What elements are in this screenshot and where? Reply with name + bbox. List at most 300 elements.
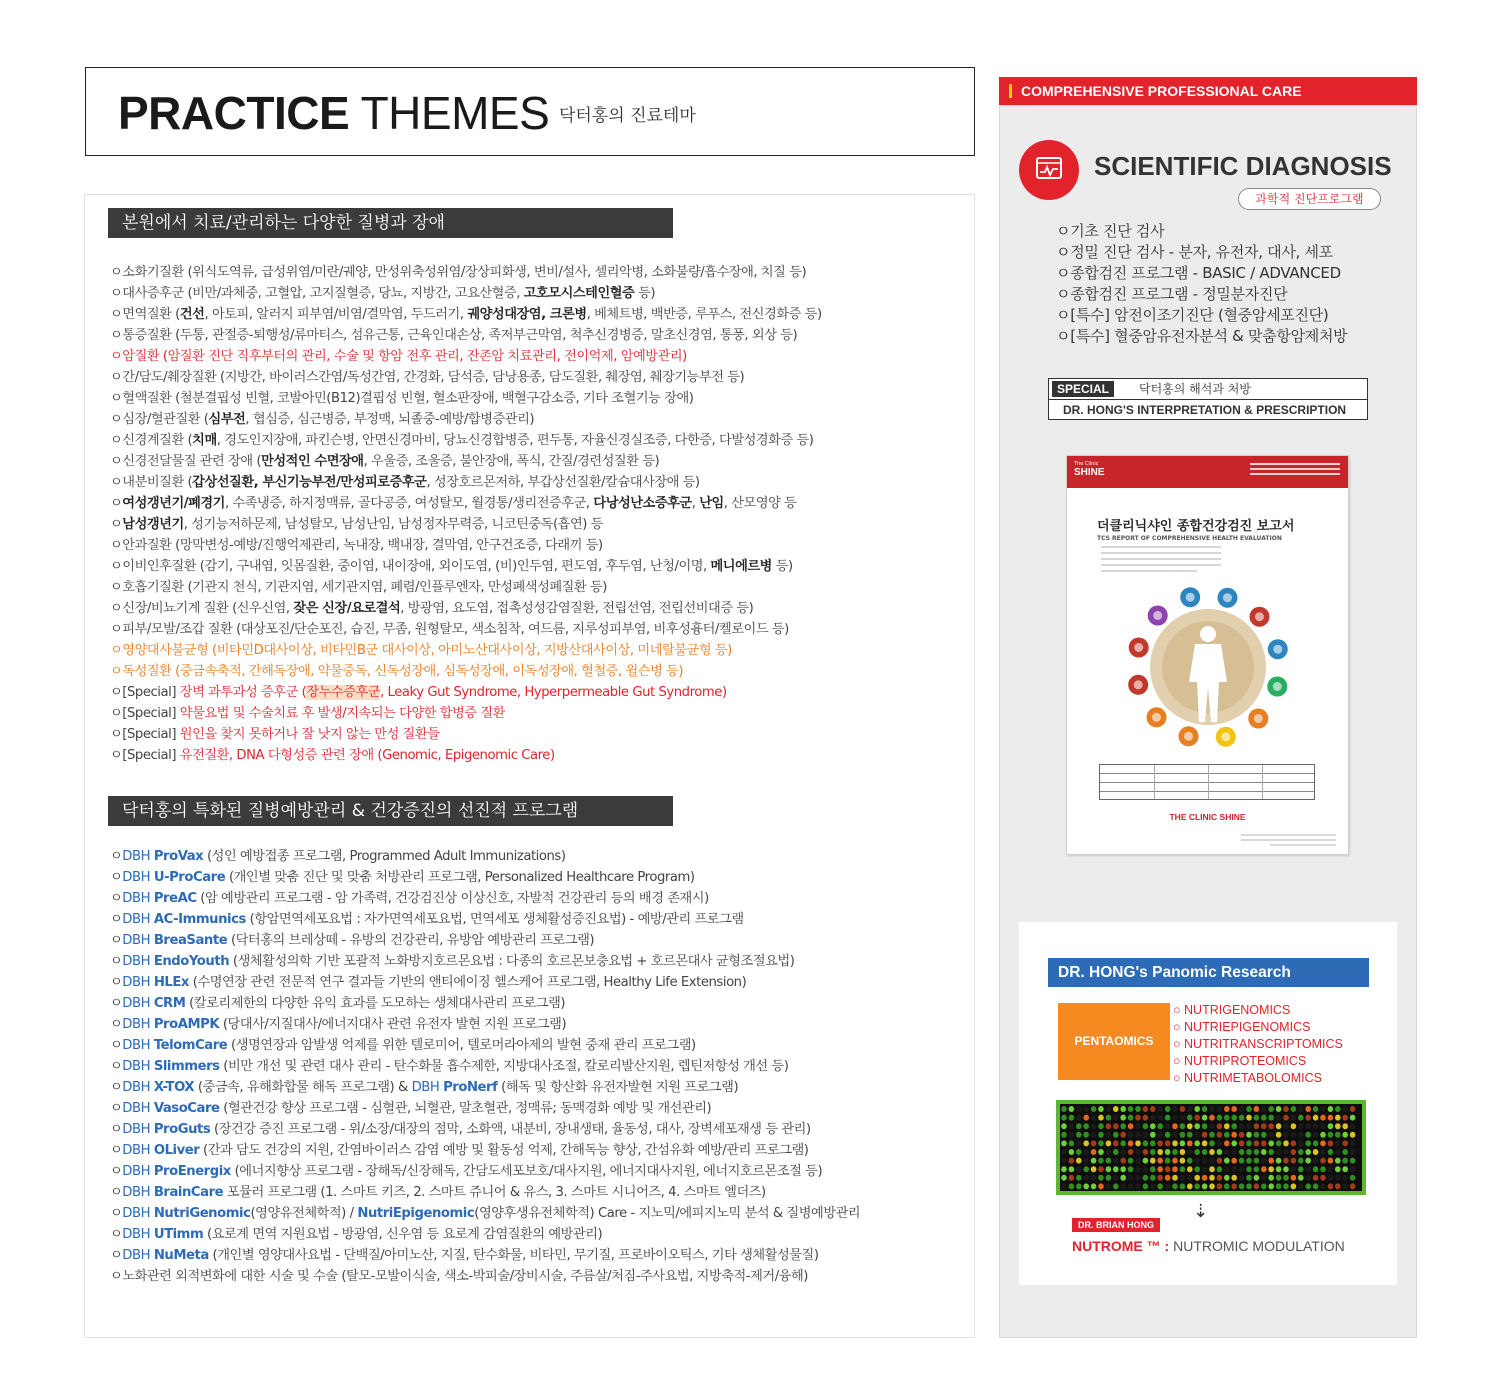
- microarray-spot: [1194, 1175, 1200, 1181]
- diagnosis-title: SCIENTIFIC DIAGNOSIS: [1094, 151, 1392, 181]
- microarray-spot: [1091, 1115, 1097, 1121]
- microarray-spot: [1313, 1166, 1319, 1172]
- microarray-spot: [1231, 1149, 1237, 1155]
- microarray-spot: [1328, 1158, 1334, 1164]
- microarray-spot: [1098, 1166, 1104, 1172]
- microarray-spot: [1217, 1166, 1223, 1172]
- microarray-spot: [1298, 1149, 1304, 1155]
- microarray-spot: [1231, 1166, 1237, 1172]
- microarray-spot: [1335, 1158, 1341, 1164]
- microarray-spot: [1209, 1158, 1215, 1164]
- microarray-spot: [1113, 1166, 1119, 1172]
- microarray-spot: [1113, 1183, 1119, 1189]
- list-item: ㅇ[Special] 장벽 과투과성 증후군 (장누수증후군, Leaky Gut Syndrome, Hyperpermeable Gut Syndrome): [110, 685, 727, 700]
- microarray-spot: [1224, 1166, 1230, 1172]
- microarray-spot: [1224, 1175, 1230, 1181]
- microarray-spot: [1268, 1166, 1274, 1172]
- microarray-spot: [1268, 1123, 1274, 1129]
- microarray-spot: [1298, 1115, 1304, 1121]
- microarray-spot: [1180, 1183, 1186, 1189]
- microarray-spot: [1069, 1166, 1075, 1172]
- microarray-spot: [1120, 1158, 1126, 1164]
- microarray-spot: [1157, 1166, 1163, 1172]
- microarray-spot: [1120, 1106, 1126, 1112]
- list-item: ㅇ간/담도/췌장질환 (지방간, 바이러스간염/독성간염, 간경화, 담석증, 담낭용종, 담도질환, 췌장염, 췌장기능부전 등): [110, 370, 745, 385]
- list-item: ㅇ암질환 (암질환 진단 직후부터의 관리, 수술 및 항암 전후 관리, 잔존암 치료관리, 전이억제, 암예방관리): [110, 349, 687, 364]
- microarray-spot: [1268, 1106, 1274, 1112]
- microarray-spot: [1231, 1132, 1237, 1138]
- microarray-spot: [1261, 1166, 1267, 1172]
- microarray-spot: [1135, 1123, 1141, 1129]
- microarray-spot: [1328, 1166, 1334, 1172]
- list-item: ㅇ대사증후군 (비만/과체중, 고혈압, 고지질혈증, 당뇨, 지방간, 고요산혈증, 고호모시스테인혈증 등): [110, 286, 656, 301]
- microarray-spot: [1150, 1123, 1156, 1129]
- microarray-spot: [1209, 1166, 1215, 1172]
- page-subtitle: 닥터홍의 진료테마: [559, 106, 696, 126]
- microarray-spot: [1283, 1158, 1289, 1164]
- list-item: ㅇ통증질환 (두통, 관절증-퇴행성/류마티스, 섬유근통, 근육인대손상, 족저부근막염, 척추신경병증, 말초신경염, 통풍, 외상 등): [110, 328, 798, 343]
- microarray-spot: [1217, 1106, 1223, 1112]
- list-item: ㅇ이비인후질환 (감기, 구내염, 잇몸질환, 중이염, 내이장애, 외이도염, (비)인두염, 편도염, 후두염, 난청/이명, 메니에르병 등): [110, 559, 793, 574]
- microarray-spot: [1106, 1183, 1112, 1189]
- microarray-spot: [1276, 1183, 1282, 1189]
- microarray-spot: [1254, 1132, 1260, 1138]
- microarray-spot: [1106, 1132, 1112, 1138]
- list-item: ㅇDBH VasoCare (혈관건강 향상 프로그램 - 심혈관, 뇌혈관, 말초혈관, 정맥류; 동맥경화 예방 및 개선관리): [110, 1101, 712, 1116]
- microarray-spot: [1120, 1175, 1126, 1181]
- microarray-spot: [1291, 1183, 1297, 1189]
- list-item: ㅇDBH CRM (칼로리제한의 다양한 유익 효과를 도모하는 생체대사관리 프로그램): [110, 996, 566, 1011]
- list-item: ㅇ안과질환 (망막변성-예방/진행억제관리, 녹내장, 백내장, 결막염, 안구건조증, 다래끼 등): [110, 538, 603, 553]
- microarray-spot: [1342, 1132, 1348, 1138]
- list-item: ㅇ피부/모발/조갑 질환 (대상포진/단순포진, 습진, 무좀, 원형탈모, 색소침착, 여드름, 지루성피부염, 비후성흉터/켈로이드 등): [110, 622, 789, 637]
- microarray-spot: [1150, 1158, 1156, 1164]
- microarray-spot: [1217, 1149, 1223, 1155]
- microarray-spot: [1180, 1115, 1186, 1121]
- microarray-spot: [1083, 1123, 1089, 1129]
- microarray-spot: [1217, 1158, 1223, 1164]
- microarray-spot: [1172, 1149, 1178, 1155]
- microarray-spot: [1335, 1166, 1341, 1172]
- microarray-spot: [1157, 1175, 1163, 1181]
- microarray-spot: [1254, 1158, 1260, 1164]
- page-title-box: [85, 67, 975, 156]
- microarray-spot: [1091, 1166, 1097, 1172]
- microarray-spot: [1172, 1166, 1178, 1172]
- list-item: ㅇ남성갱년기, 성기능저하문제, 남성탈모, 남성난임, 남성정자무력증, 니코틴중독(흡연) 등: [110, 517, 603, 532]
- list-item: ㅇDBH OLiver (간과 담도 건강의 지원, 간염바이러스 감염 예방 및 활동성 억제, 간해독능 향상, 간섬유화 예방/관리 프로그램): [110, 1143, 809, 1158]
- microarray-spot: [1083, 1132, 1089, 1138]
- microarray-spot: [1209, 1183, 1215, 1189]
- microarray-spot: [1328, 1183, 1334, 1189]
- disease-list: [110, 262, 970, 766]
- list-item: ㅇ노화관련 외적변화에 대한 시술 및 수술 (탈모-모발이식술, 색소-박피술/장비시술, 주름살/처짐-주사요법, 지방축적-제거/융해): [110, 1269, 808, 1284]
- list-item: ㅇDBH Slimmers (비만 개선 및 관련 대사 관리 - 탄수화물 흡수제한, 지방대사조절, 칼로리발산지원, 렙틴저항성 개선 등): [110, 1059, 789, 1074]
- organ-icon-highlight: [1273, 682, 1282, 691]
- list-item: ㅇDBH ProVax (성인 예방접종 프로그램, Programmed Adult Immunizations): [110, 849, 566, 864]
- list-item: ㅇ[Special] 원인을 찾지 못하거나 잘 낫지 않는 만성 질환들: [110, 727, 440, 742]
- microarray-spot: [1209, 1149, 1215, 1155]
- microarray-spot: [1091, 1106, 1097, 1112]
- microarray-spot: [1187, 1175, 1193, 1181]
- microarray-spot: [1291, 1175, 1297, 1181]
- microarray-spot: [1165, 1115, 1171, 1121]
- microarray-spot: [1305, 1106, 1311, 1112]
- report-bullets: [1101, 546, 1221, 576]
- microarray-spot: [1328, 1106, 1334, 1112]
- microarray-spot: [1320, 1115, 1326, 1121]
- diagnosis-item: ㅇ종합검진 프로그램 - 정밀분자진단: [1056, 285, 1288, 303]
- microarray-spot: [1246, 1132, 1252, 1138]
- microarray-spot: [1076, 1115, 1082, 1121]
- microarray-spot: [1187, 1106, 1193, 1112]
- microarray-spot: [1083, 1175, 1089, 1181]
- microarray-spot: [1194, 1123, 1200, 1129]
- microarray-spot: [1350, 1106, 1356, 1112]
- microarray-spot: [1246, 1106, 1252, 1112]
- microarray-spot: [1313, 1175, 1319, 1181]
- microarray-spot: [1061, 1166, 1067, 1172]
- microarray-spot: [1239, 1175, 1245, 1181]
- microarray-spot: [1106, 1140, 1112, 1146]
- microarray-spot: [1076, 1166, 1082, 1172]
- microarray-spot: [1069, 1149, 1075, 1155]
- microarray-spot: [1113, 1158, 1119, 1164]
- microarray-spot: [1320, 1149, 1326, 1155]
- microarray-spot: [1283, 1166, 1289, 1172]
- microarray-spot: [1224, 1106, 1230, 1112]
- microarray-spot: [1254, 1106, 1260, 1112]
- microarray-spot: [1135, 1140, 1141, 1146]
- microarray-spot: [1150, 1175, 1156, 1181]
- omics-item: ○ NUTRIGENOMICS: [1173, 1002, 1343, 1019]
- microarray-spot: [1305, 1140, 1311, 1146]
- microarray-spot: [1254, 1149, 1260, 1155]
- microarray-spot: [1091, 1158, 1097, 1164]
- microarray-spot: [1268, 1149, 1274, 1155]
- microarray-spot: [1209, 1115, 1215, 1121]
- microarray-spot: [1128, 1166, 1134, 1172]
- list-item: ㅇDBH TelomCare (생명연장과 암발생 억제를 위한 텔로미어, 텔로머라아제의 발현 중재 관리 프로그램): [110, 1038, 696, 1053]
- microarray-spot: [1350, 1140, 1356, 1146]
- microarray-spot: [1106, 1175, 1112, 1181]
- microarray-spot: [1128, 1106, 1134, 1112]
- list-item: ㅇDBH HLEx (수명연장 관련 전문적 연구 결과들 기반의 앤티에이징 헬스케어 프로그램, Healthy Life Extension): [110, 975, 747, 990]
- microarray-spot: [1113, 1140, 1119, 1146]
- microarray-spot: [1231, 1106, 1237, 1112]
- section-title-programs: 닥터홍의 특화된 질병예방관리 & 건강증진의 선진적 프로그램: [108, 796, 673, 826]
- author-tag: DR. BRIAN HONG: [1072, 1218, 1160, 1232]
- microarray-spot: [1150, 1149, 1156, 1155]
- microarray-spot: [1180, 1166, 1186, 1172]
- microarray-spot: [1217, 1140, 1223, 1146]
- list-item: ㅇ[Special] 유전질환, DNA 다형성증 관련 장애 (Genomic, Epigenomic Care): [110, 748, 555, 763]
- microarray-spot: [1254, 1175, 1260, 1181]
- diagnosis-item: ㅇ정밀 진단 검사 - 분자, 유전자, 대사, 세포: [1056, 243, 1333, 261]
- microarray-spot: [1113, 1175, 1119, 1181]
- microarray-spot: [1098, 1106, 1104, 1112]
- microarray-spot: [1172, 1115, 1178, 1121]
- microarray-spot: [1305, 1183, 1311, 1189]
- microarray-spot: [1187, 1123, 1193, 1129]
- microarray-spot: [1246, 1175, 1252, 1181]
- panomic-research-box: [1019, 922, 1397, 1285]
- microarray-spot: [1209, 1123, 1215, 1129]
- nutrome-label: NUTROME ™ : NUTROMIC MODULATION: [1072, 1238, 1345, 1254]
- microarray-spot: [1305, 1158, 1311, 1164]
- omics-list: [1173, 1002, 1343, 1087]
- microarray-spot: [1172, 1132, 1178, 1138]
- microarray-spot: [1106, 1106, 1112, 1112]
- list-item: ㅇ신경계질환 (치매, 경도인지장애, 파킨슨병, 안면신경마비, 당뇨신경합병증, 편두통, 자율신경실조증, 다한증, 다발성경화증 등): [110, 433, 814, 448]
- microarray-spot: [1143, 1175, 1149, 1181]
- omics-item: ○ NUTRIPROTEOMICS: [1173, 1053, 1343, 1070]
- microarray-spot: [1268, 1115, 1274, 1121]
- organ-icon-highlight: [1221, 732, 1230, 741]
- organ-icon-highlight: [1153, 611, 1162, 620]
- microarray-spot: [1254, 1115, 1260, 1121]
- microarray-spot: [1276, 1140, 1282, 1146]
- microarray-spot: [1328, 1149, 1334, 1155]
- microarray-spot: [1143, 1115, 1149, 1121]
- microarray-spot: [1209, 1106, 1215, 1112]
- list-item: ㅇ심장/혈관질환 (심부전, 협심증, 심근병증, 부정맥, 뇌졸중-예방/합병증관리): [110, 412, 535, 427]
- microarray-spot: [1120, 1123, 1126, 1129]
- microarray-spot: [1083, 1106, 1089, 1112]
- organ-icon-highlight: [1152, 713, 1161, 722]
- microarray-spot: [1224, 1132, 1230, 1138]
- microarray-spot: [1069, 1158, 1075, 1164]
- microarray-spot: [1091, 1132, 1097, 1138]
- microarray-spot: [1246, 1140, 1252, 1146]
- microarray-spot: [1194, 1115, 1200, 1121]
- microarray-spot: [1283, 1175, 1289, 1181]
- microarray-spot: [1076, 1175, 1082, 1181]
- list-item: ㅇDBH ProGuts (장건강 증진 프로그램 - 위/소장/대장의 점막, 소화액, 내분비, 장내생태, 율동성, 대사, 장벽세포재생 등 관리): [110, 1122, 811, 1137]
- pentaomics-badge: PENTAOMICS: [1058, 1003, 1170, 1080]
- microarray-spot: [1261, 1106, 1267, 1112]
- microarray-dots: [1060, 1104, 1362, 1191]
- list-item: ㅇ소화기질환 (위식도역류, 급성위염/미란/궤양, 만성위축성위염/장상피화생, 변비/설사, 셀리악병, 소화불량/흡수장애, 치질 등): [110, 265, 807, 280]
- microarray-spot: [1261, 1115, 1267, 1121]
- microarray-spot: [1231, 1183, 1237, 1189]
- diagnosis-item: ㅇ종합검진 프로그램 - BASIC / ADVANCED: [1056, 264, 1341, 282]
- microarray-spot: [1305, 1175, 1311, 1181]
- microarray-spot: [1187, 1183, 1193, 1189]
- microarray-spot: [1128, 1175, 1134, 1181]
- microarray-spot: [1106, 1166, 1112, 1172]
- microarray-spot: [1098, 1158, 1104, 1164]
- report-footer-lines: [1241, 834, 1336, 849]
- microarray-spot: [1135, 1158, 1141, 1164]
- microarray-spot: [1202, 1175, 1208, 1181]
- microarray-spot: [1291, 1106, 1297, 1112]
- microarray-spot: [1113, 1123, 1119, 1129]
- microarray-spot: [1239, 1106, 1245, 1112]
- microarray-spot: [1187, 1149, 1193, 1155]
- microarray-spot: [1224, 1140, 1230, 1146]
- microarray-spot: [1194, 1140, 1200, 1146]
- microarray-spot: [1143, 1132, 1149, 1138]
- microarray-spot: [1350, 1149, 1356, 1155]
- microarray-spot: [1276, 1123, 1282, 1129]
- microarray-spot: [1231, 1115, 1237, 1121]
- microarray-spot: [1328, 1115, 1334, 1121]
- microarray-spot: [1194, 1106, 1200, 1112]
- microarray-image: [1056, 1100, 1366, 1195]
- microarray-spot: [1165, 1175, 1171, 1181]
- microarray-spot: [1165, 1149, 1171, 1155]
- microarray-spot: [1091, 1149, 1097, 1155]
- diagnosis-item: ㅇ[특수] 혈중암유전자분석 & 맞춤항암제처방: [1056, 327, 1348, 345]
- microarray-spot: [1120, 1149, 1126, 1155]
- microarray-spot: [1335, 1132, 1341, 1138]
- list-item: ㅇ호흡기질환 (기관지 천식, 기관지염, 세기관지염, 폐렴/인플루엔자, 만성폐색성폐질환 등): [110, 580, 607, 595]
- microarray-spot: [1246, 1166, 1252, 1172]
- microarray-spot: [1150, 1166, 1156, 1172]
- special-divider: [1049, 399, 1367, 400]
- microarray-spot: [1157, 1123, 1163, 1129]
- list-item: ㅇ면역질환 (건선, 아토피, 알러지 피부염/비염/결막염, 두드러기, 궤양성대장염, 크론병, 베체트병, 백반증, 루푸스, 전신경화증 등): [110, 307, 822, 322]
- microarray-spot: [1150, 1140, 1156, 1146]
- microarray-spot: [1165, 1106, 1171, 1112]
- microarray-spot: [1276, 1132, 1282, 1138]
- diagnosis-item: ㅇ기초 진단 검사: [1056, 222, 1165, 240]
- report-footer: THE CLINIC SHINE: [1169, 812, 1246, 822]
- microarray-spot: [1291, 1166, 1297, 1172]
- section-title-diseases: 본원에서 치료/관리하는 다양한 질병과 장애: [108, 208, 673, 238]
- microarray-spot: [1202, 1115, 1208, 1121]
- microarray-spot: [1305, 1166, 1311, 1172]
- microarray-spot: [1135, 1106, 1141, 1112]
- microarray-spot: [1254, 1183, 1260, 1189]
- microarray-spot: [1313, 1149, 1319, 1155]
- microarray-spot: [1128, 1149, 1134, 1155]
- organ-icon-highlight: [1134, 643, 1143, 652]
- microarray-spot: [1098, 1123, 1104, 1129]
- microarray-spot: [1150, 1106, 1156, 1112]
- microarray-spot: [1305, 1149, 1311, 1155]
- microarray-spot: [1083, 1166, 1089, 1172]
- microarray-spot: [1342, 1149, 1348, 1155]
- microarray-spot: [1224, 1183, 1230, 1189]
- report-cover-image: [1066, 455, 1349, 855]
- microarray-spot: [1165, 1123, 1171, 1129]
- microarray-spot: [1091, 1183, 1097, 1189]
- microarray-spot: [1091, 1123, 1097, 1129]
- microarray-spot: [1350, 1132, 1356, 1138]
- microarray-spot: [1261, 1149, 1267, 1155]
- microarray-spot: [1180, 1149, 1186, 1155]
- microarray-spot: [1217, 1183, 1223, 1189]
- microarray-spot: [1268, 1175, 1274, 1181]
- diagnosis-item: ㅇ[특수] 암전이조기진단 (혈중암세포진단): [1056, 306, 1329, 324]
- microarray-spot: [1098, 1183, 1104, 1189]
- microarray-spot: [1224, 1123, 1230, 1129]
- microarray-spot: [1180, 1158, 1186, 1164]
- microarray-spot: [1342, 1183, 1348, 1189]
- microarray-spot: [1291, 1140, 1297, 1146]
- report-header-lines: [1250, 463, 1340, 481]
- microarray-spot: [1150, 1183, 1156, 1189]
- list-item: ㅇ독성질환 (중금속축적, 간해독장애, 약물중독, 신독성장애, 심독성장애, 이독성장애, 혈철증, 윌슨병 등): [110, 664, 684, 679]
- down-arrow-icon: ⇣: [1193, 1201, 1209, 1222]
- microarray-spot: [1098, 1149, 1104, 1155]
- microarray-spot: [1172, 1140, 1178, 1146]
- microarray-spot: [1187, 1166, 1193, 1172]
- microarray-spot: [1350, 1166, 1356, 1172]
- microarray-spot: [1083, 1183, 1089, 1189]
- microarray-spot: [1239, 1140, 1245, 1146]
- microarray-spot: [1320, 1158, 1326, 1164]
- list-item: ㅇ신장/비뇨기계 질환 (신우신염, 잦은 신장/요로결석, 방광염, 요도염, 접촉성성감염질환, 전립선염, 전립선비대증 등): [110, 601, 754, 616]
- microarray-spot: [1069, 1106, 1075, 1112]
- microarray-spot: [1180, 1106, 1186, 1112]
- microarray-spot: [1313, 1132, 1319, 1138]
- microarray-spot: [1202, 1183, 1208, 1189]
- microarray-spot: [1239, 1115, 1245, 1121]
- microarray-spot: [1291, 1123, 1297, 1129]
- microarray-spot: [1135, 1132, 1141, 1138]
- list-item: ㅇDBH U-ProCare (개인별 맞춤 진단 및 맞춤 처방관리 프로그램, Personalized Healthcare Program): [110, 870, 695, 885]
- list-item: ㅇDBH BrainCare 포뮬러 프로그램 (1. 스마트 키즈, 2. 스마트 쥬니어 & 유스, 3. 스마트 시니어즈, 4. 스마트 엘더즈): [110, 1185, 766, 1200]
- organ-icon-highlight: [1134, 680, 1143, 689]
- organ-icon-highlight: [1186, 593, 1195, 602]
- microarray-spot: [1239, 1123, 1245, 1129]
- microarray-spot: [1061, 1115, 1067, 1121]
- microarray-spot: [1135, 1183, 1141, 1189]
- microarray-spot: [1202, 1132, 1208, 1138]
- microarray-spot: [1291, 1158, 1297, 1164]
- microarray-spot: [1298, 1106, 1304, 1112]
- microarray-spot: [1091, 1140, 1097, 1146]
- microarray-spot: [1150, 1115, 1156, 1121]
- list-item: ㅇDBH UTimm (요로계 면역 지원요법 - 방광염, 신우염 등 요로계 감염질환의 예방관리): [110, 1227, 603, 1242]
- microarray-spot: [1298, 1175, 1304, 1181]
- microarray-spot: [1224, 1115, 1230, 1121]
- microarray-spot: [1283, 1123, 1289, 1129]
- microarray-spot: [1150, 1132, 1156, 1138]
- microarray-spot: [1143, 1166, 1149, 1172]
- organ-icon-highlight: [1273, 645, 1282, 654]
- microarray-spot: [1202, 1123, 1208, 1129]
- microarray-spot: [1076, 1132, 1082, 1138]
- microarray-spot: [1335, 1183, 1341, 1189]
- microarray-spot: [1172, 1158, 1178, 1164]
- microarray-spot: [1217, 1175, 1223, 1181]
- microarray-spot: [1276, 1106, 1282, 1112]
- report-logo-small: The Clinic: [1074, 461, 1099, 467]
- microarray-spot: [1298, 1183, 1304, 1189]
- microarray-spot: [1328, 1140, 1334, 1146]
- microarray-spot: [1165, 1166, 1171, 1172]
- list-item: ㅇDBH PreAC (암 예방관리 프로그램 - 암 가족력, 건강검진상 이상신호, 자발적 건강관리 등의 배경 존재시): [110, 891, 709, 906]
- microarray-spot: [1143, 1183, 1149, 1189]
- microarray-spot: [1113, 1149, 1119, 1155]
- microarray-spot: [1180, 1140, 1186, 1146]
- microarray-spot: [1165, 1183, 1171, 1189]
- microarray-spot: [1061, 1123, 1067, 1129]
- microarray-spot: [1305, 1132, 1311, 1138]
- microarray-spot: [1157, 1149, 1163, 1155]
- microarray-spot: [1209, 1132, 1215, 1138]
- microarray-spot: [1157, 1183, 1163, 1189]
- microarray-spot: [1350, 1175, 1356, 1181]
- microarray-spot: [1239, 1166, 1245, 1172]
- microarray-spot: [1209, 1175, 1215, 1181]
- microarray-spot: [1076, 1149, 1082, 1155]
- microarray-spot: [1143, 1149, 1149, 1155]
